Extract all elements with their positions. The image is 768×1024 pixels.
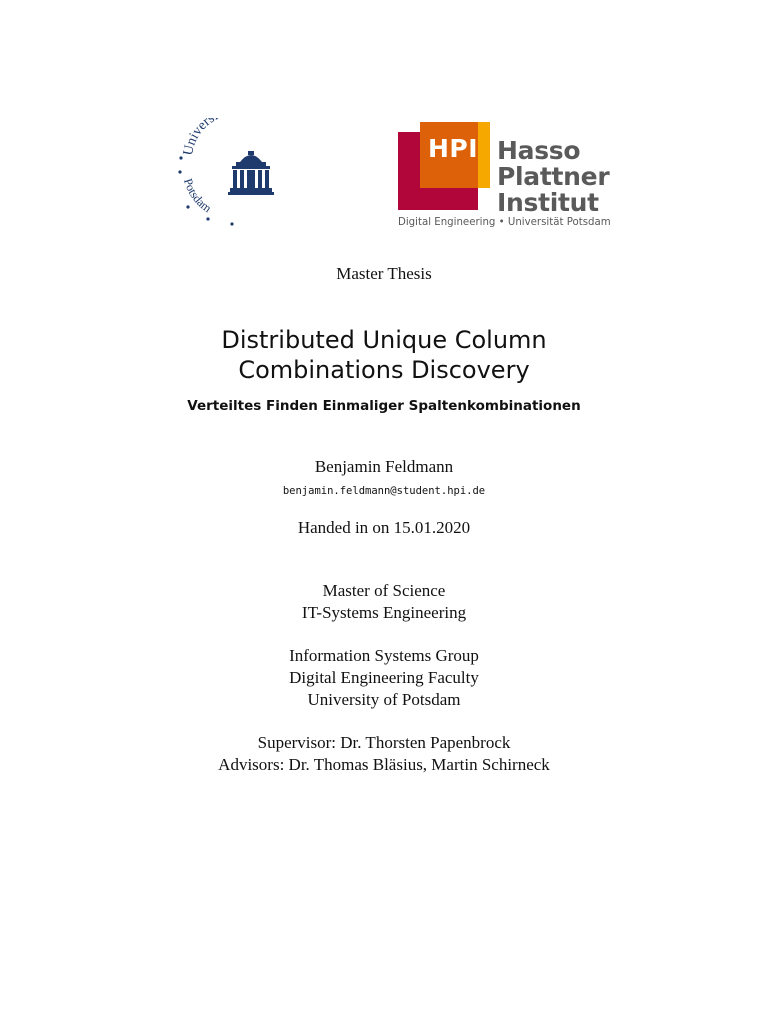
hpi-name-line-1: Hasso xyxy=(497,136,581,165)
degree-line-2: IT-Systems Engineering xyxy=(301,603,467,622)
hpi-tagline: Digital Engineering • Universität Potsdam xyxy=(398,217,611,228)
title-line-1: Distributed Unique Column xyxy=(221,326,547,354)
thesis-title xyxy=(0,325,768,385)
author-name: Benjamin Feldmann xyxy=(314,457,454,476)
hpi-name-line-3: Institut xyxy=(497,188,599,217)
university-potsdam-logo xyxy=(170,118,290,230)
palace-building-icon xyxy=(228,151,274,195)
affiliation-line-3: University of Potsdam xyxy=(307,690,461,709)
affiliation-line-2: Digital Engineering Faculty xyxy=(289,668,479,687)
hand-in-date: Handed in on 15.01.2020 xyxy=(297,518,471,537)
affiliation-block xyxy=(0,645,768,711)
advisors-line: Advisors: Dr. Thomas Bläsius, Martin Schirneck xyxy=(218,755,550,774)
supervisor-line: Supervisor: Dr. Thorsten Papenbrock xyxy=(257,733,511,752)
hpi-yellow-bar xyxy=(478,122,490,188)
university-arc-text: Univers xyxy=(180,118,218,157)
document-type: Master Thesis xyxy=(336,264,432,283)
hpi-abbreviation: HPI xyxy=(428,134,479,163)
hpi-logo xyxy=(396,120,611,235)
thesis-subtitle: Verteiltes Finden Einmaliger Spaltenkombinationen xyxy=(187,398,581,414)
affiliation-line-1: Information Systems Group xyxy=(289,646,479,665)
degree-block xyxy=(0,580,768,624)
hpi-name-line-2: Plattner xyxy=(497,162,610,191)
supervisors-block xyxy=(0,732,768,776)
degree-line-1: Master of Science xyxy=(322,581,446,600)
title-line-2: Combinations Discovery xyxy=(238,356,530,384)
author-email: benjamin.feldmann@student.hpi.de xyxy=(282,485,486,497)
potsdam-arc-text: Potsdam xyxy=(181,176,215,216)
